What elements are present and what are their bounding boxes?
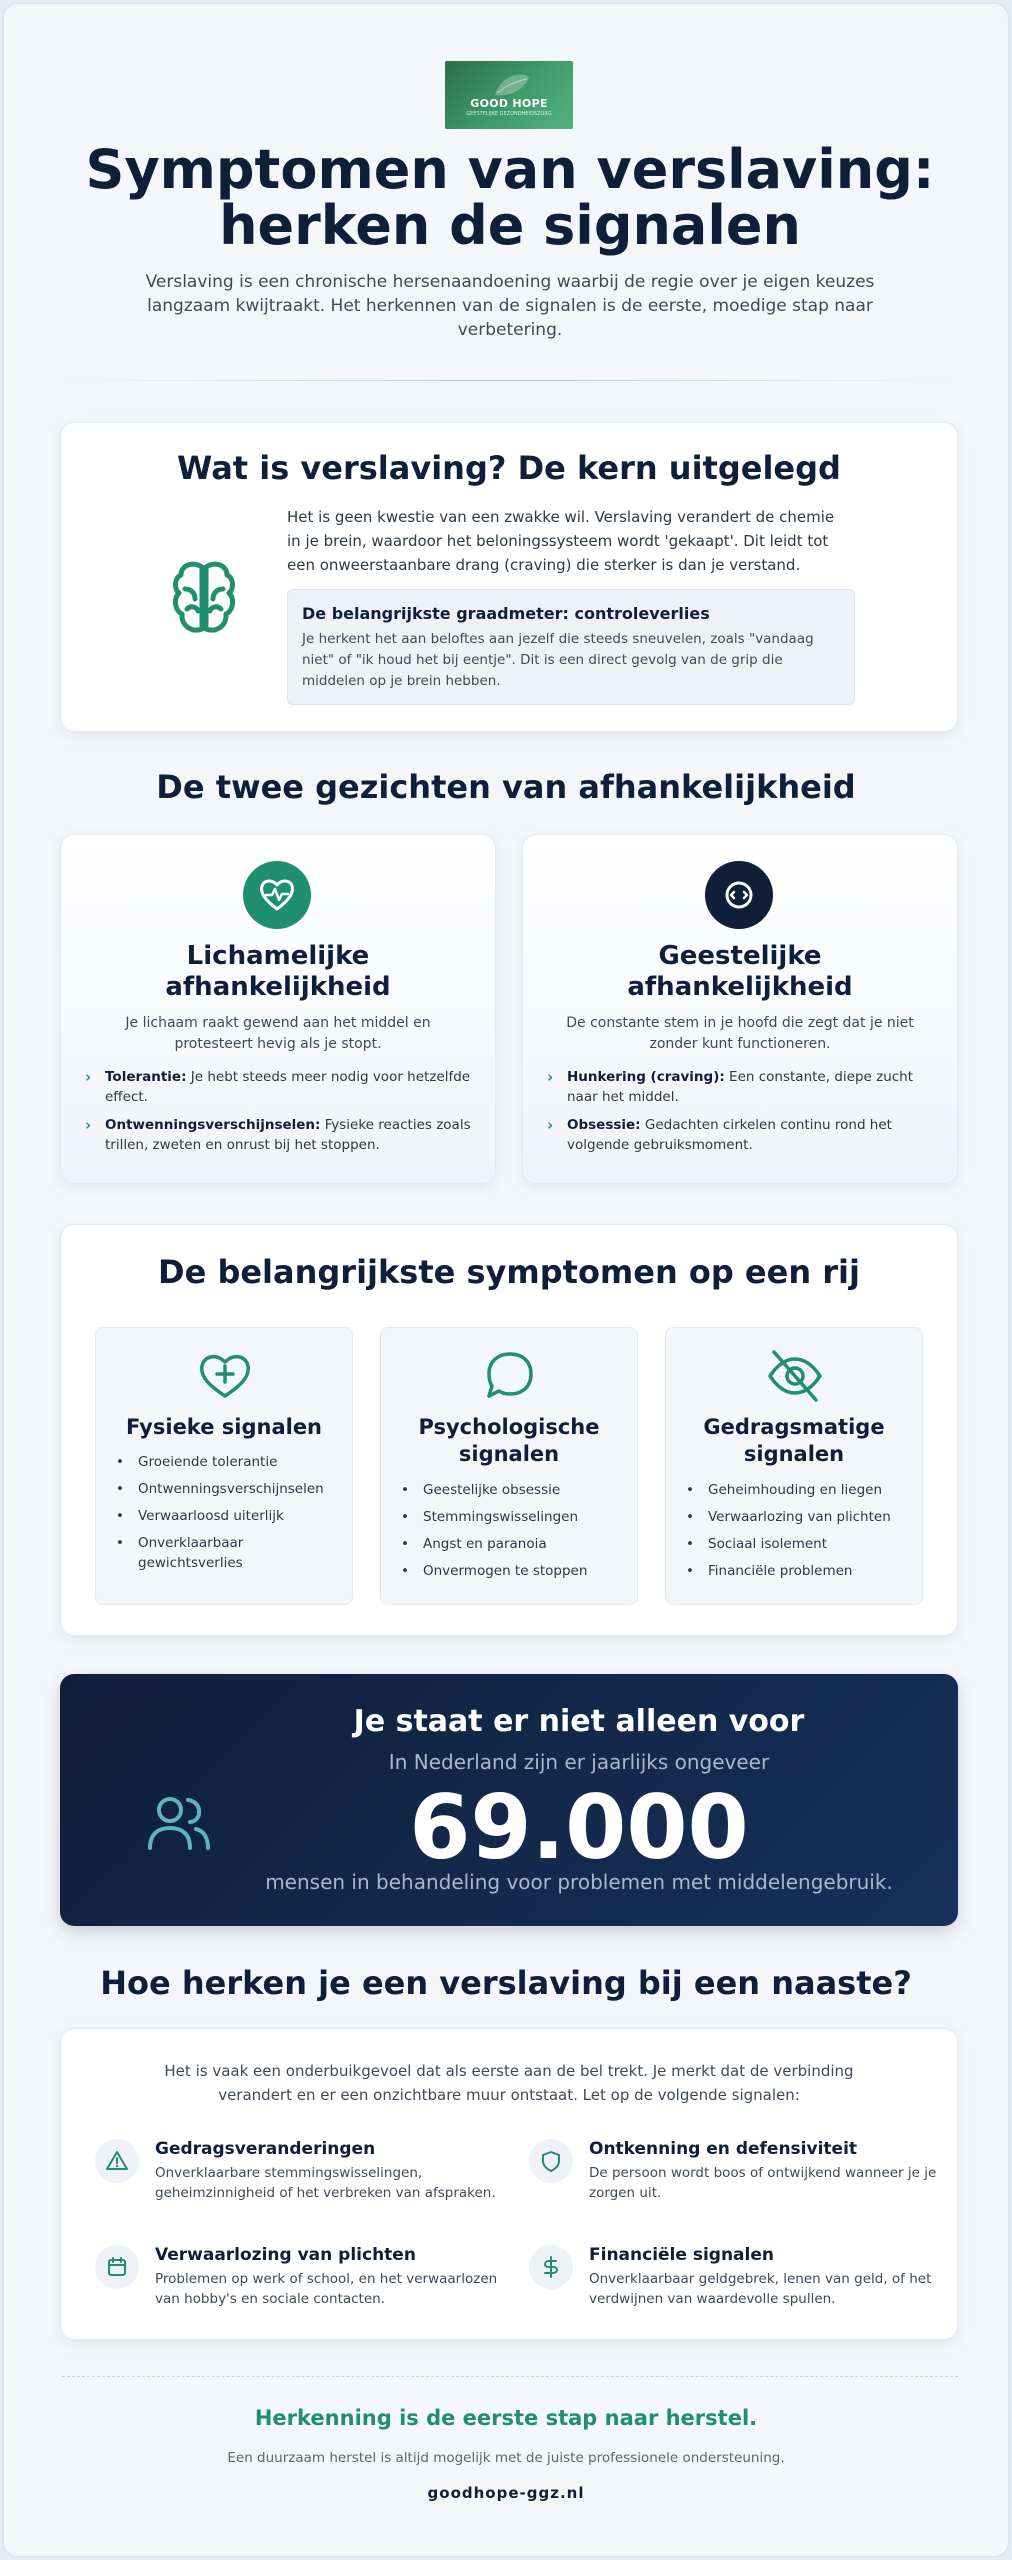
heart-plus-icon bbox=[196, 1348, 254, 1402]
logo-subtext: GEESTELIJKE GEZONDHEIDSZORG bbox=[466, 111, 552, 117]
list-item: • Geestelijke obsessie bbox=[401, 1480, 623, 1500]
shield-icon-circle bbox=[529, 2139, 573, 2183]
list-item-term: Ontwenningsverschijnselen: bbox=[105, 1117, 321, 1133]
callout-title: De belangrijkste graadmeter: controleverlies bbox=[302, 604, 710, 623]
column-title-line-2: signalen bbox=[458, 1442, 560, 1466]
signal-text: Problemen op werk of school, en het verwaarlozen van hobby's en sociale contacten. bbox=[155, 2271, 498, 2307]
list-item: • Angst en paranoia bbox=[401, 1534, 623, 1554]
logo-text: GOOD HOPE bbox=[470, 97, 548, 110]
statistic-title: Je staat er niet alleen voor bbox=[353, 1704, 805, 1739]
signal-title: Ontkenning en defensiviteit bbox=[589, 2139, 858, 2159]
mental-dependence-desc: De constante stem in je hoofd die zegt dat je niet zonder kunt functioneren. bbox=[566, 1015, 914, 1052]
dependence-title: De twee gezichten van afhankelijkheid bbox=[156, 768, 856, 806]
mental-title-line-2: afhankelijkheid bbox=[627, 972, 853, 1002]
brain-icon bbox=[171, 559, 237, 639]
psychological-signals-list bbox=[401, 1480, 623, 1588]
signal-text: Onverklaarbaar geldgebrek, lenen van geld, of het verdwijnen van waardevolle spullen. bbox=[589, 2271, 932, 2307]
list-item: • Ontwenningsverschijnselen bbox=[116, 1479, 338, 1499]
behavioral-signals-list bbox=[686, 1480, 908, 1588]
list-item: • Onvermogen te stoppen bbox=[401, 1561, 623, 1581]
warning-icon bbox=[105, 2149, 129, 2173]
logo-leaf-icon bbox=[445, 61, 573, 129]
physical-title-line-2: afhankelijkheid bbox=[165, 972, 391, 1002]
mental-title-line-1: Geestelijke bbox=[658, 941, 822, 971]
list-item: • Onverklaarbaar gewichtsverlies bbox=[116, 1533, 338, 1573]
mind-icon bbox=[719, 875, 759, 915]
signal-text: De persoon wordt boos of ontwijkend wanneer je je zorgen uit. bbox=[589, 2165, 937, 2201]
statistic-number: 69.000 bbox=[409, 1776, 749, 1879]
chevron-right-icon: › bbox=[547, 1116, 554, 1134]
list-item: • Financiële problemen bbox=[686, 1561, 908, 1581]
chat-bubble-icon bbox=[481, 1348, 539, 1402]
list-item bbox=[547, 1115, 937, 1155]
list-item bbox=[85, 1067, 475, 1107]
list-item-text: Je hebt steeds meer nodig voor hetzelfde effect. bbox=[105, 1069, 471, 1105]
column-title-line-2: signalen bbox=[743, 1442, 845, 1466]
infographic-page bbox=[2, 2, 1010, 2558]
heart-pulse-icon-circle bbox=[243, 861, 311, 929]
mental-dependence-card bbox=[522, 834, 958, 1184]
statistic-banner bbox=[60, 1674, 958, 1926]
page-intro: Verslaving is een chronische hersenaandoening waarbij de regie over je eigen keuzes langzaam kwijtraakt. Het herkennen van de signalen is de eerste, moedige stap naar verbetering. bbox=[145, 272, 875, 340]
behavioral-signals-column bbox=[665, 1327, 923, 1605]
relatives-title: Hoe herken je een verslaving bij een naaste? bbox=[100, 1964, 912, 2002]
behavioral-signals-title bbox=[676, 1414, 912, 1468]
physical-dependence-card bbox=[60, 834, 496, 1184]
page-title bbox=[44, 138, 976, 257]
callout-text: Je herkent het aan beloftes aan jezelf die steeds sneuvelen, zoals "vandaag niet" of "ik houd het bij eentje". Dit is een direct gevolg van de grip die middelen op je brein hebben. bbox=[302, 631, 814, 689]
good-hope-logo bbox=[445, 61, 573, 129]
relatives-intro: Het is vaak een onderbuikgevoel dat als eerste aan de bel trekt. Je merkt dat de verbinding verandert en er een onzichtbare muur ontstaat. Let op de volgende signalen: bbox=[164, 2062, 854, 2104]
physical-signals-list bbox=[116, 1452, 338, 1580]
physical-dependence-title bbox=[81, 941, 475, 1003]
list-item: • Verwaarloosd uiterlijk bbox=[116, 1506, 338, 1526]
signal-title: Verwaarlozing van plichten bbox=[155, 2245, 416, 2265]
list-item: • Verwaarlozing van plichten bbox=[686, 1507, 908, 1527]
eye-off-icon bbox=[766, 1348, 824, 1402]
physical-signals-title bbox=[106, 1414, 342, 1441]
mental-dependence-title bbox=[543, 941, 937, 1003]
list-item-text: Gedachten cirkelen continu rond het volgende gebruiksmoment. bbox=[567, 1117, 892, 1153]
list-item: • Stemmingswisselingen bbox=[401, 1507, 623, 1527]
page-title-line-2: herken de signalen bbox=[219, 194, 801, 257]
mind-icon-circle bbox=[705, 861, 773, 929]
calendar-icon-circle bbox=[95, 2245, 139, 2289]
page-title-line-1: Symptomen van verslaving: bbox=[85, 138, 935, 201]
list-item-text: Fysieke reacties zoals trillen, zweten en onrust bij het stoppen. bbox=[105, 1117, 471, 1153]
list-item bbox=[547, 1067, 937, 1107]
warning-icon-circle bbox=[95, 2139, 139, 2183]
chevron-right-icon: › bbox=[85, 1068, 92, 1086]
footer-subtitle: Een duurzaam herstel is altijd mogelijk met de juiste professionele ondersteuning. bbox=[227, 2450, 785, 2466]
symptoms-card bbox=[60, 1224, 958, 1636]
list-item bbox=[85, 1115, 475, 1155]
dollar-icon bbox=[539, 2255, 563, 2279]
list-item: • Geheimhouding en liegen bbox=[686, 1480, 908, 1500]
statistic-pretext: In Nederland zijn er jaarlijks ongeveer bbox=[388, 1750, 770, 1774]
footer-divider bbox=[62, 2376, 958, 2377]
header-divider bbox=[62, 380, 958, 381]
dollar-icon-circle bbox=[529, 2245, 573, 2289]
core-text: Het is geen kwestie van een zwakke wil. Verslaving verandert de chemie in je brein, waardoor het beloningssysteem wordt 'gekaapt'. Dit leidt tot een onweerstaanbare drang (craving) die sterker is dan je verstand. bbox=[287, 508, 835, 574]
symptoms-title: De belangrijkste symptomen op een rij bbox=[158, 1253, 860, 1291]
shield-icon bbox=[539, 2149, 563, 2173]
core-title: Wat is verslaving? De kern uitgelegd bbox=[177, 449, 841, 487]
psychological-signals-column bbox=[380, 1327, 638, 1605]
core-explanation-card bbox=[60, 422, 958, 732]
calendar-icon bbox=[105, 2255, 129, 2279]
signal-title: Gedragsveranderingen bbox=[155, 2139, 376, 2159]
physical-dependence-list bbox=[85, 1067, 475, 1163]
list-item-term: Hunkering (craving): bbox=[567, 1069, 725, 1085]
statistic-posttext: mensen in behandeling voor problemen met middelengebruik. bbox=[265, 1870, 893, 1894]
footer-title: Herkenning is de eerste stap naar herstel. bbox=[254, 2406, 758, 2430]
column-title-line-1: Fysieke signalen bbox=[125, 1415, 323, 1439]
physical-title-line-1: Lichamelijke bbox=[186, 941, 370, 971]
signal-title: Financiële signalen bbox=[589, 2245, 774, 2265]
list-item-term: Tolerantie: bbox=[105, 1069, 187, 1085]
mental-dependence-list bbox=[547, 1067, 937, 1163]
footer-website-link[interactable]: goodhope-ggz.nl bbox=[427, 2484, 585, 2502]
signal-text: Onverklaarbare stemmingswisselingen, geheimzinnigheid of het verbreken van afspraken. bbox=[155, 2165, 496, 2201]
relatives-card bbox=[60, 2028, 958, 2340]
list-item: • Sociaal isolement bbox=[686, 1534, 908, 1554]
control-loss-callout bbox=[287, 589, 855, 705]
chevron-right-icon: › bbox=[547, 1068, 554, 1086]
list-item-term: Obsessie: bbox=[567, 1117, 641, 1133]
list-item-text: Een constante, diepe zucht naar het middel. bbox=[567, 1069, 914, 1105]
chevron-right-icon: › bbox=[85, 1116, 92, 1134]
list-item: • Groeiende tolerantie bbox=[116, 1452, 338, 1472]
physical-dependence-desc: Je lichaam raakt gewend aan het middel en protesteert hevig als je stopt. bbox=[125, 1015, 431, 1052]
psychological-signals-title bbox=[391, 1414, 627, 1468]
physical-signals-column bbox=[95, 1327, 353, 1605]
column-title-line-1: Gedragsmatige bbox=[703, 1415, 885, 1439]
heart-pulse-icon bbox=[257, 875, 297, 915]
column-title-line-1: Psychologische bbox=[418, 1415, 600, 1439]
